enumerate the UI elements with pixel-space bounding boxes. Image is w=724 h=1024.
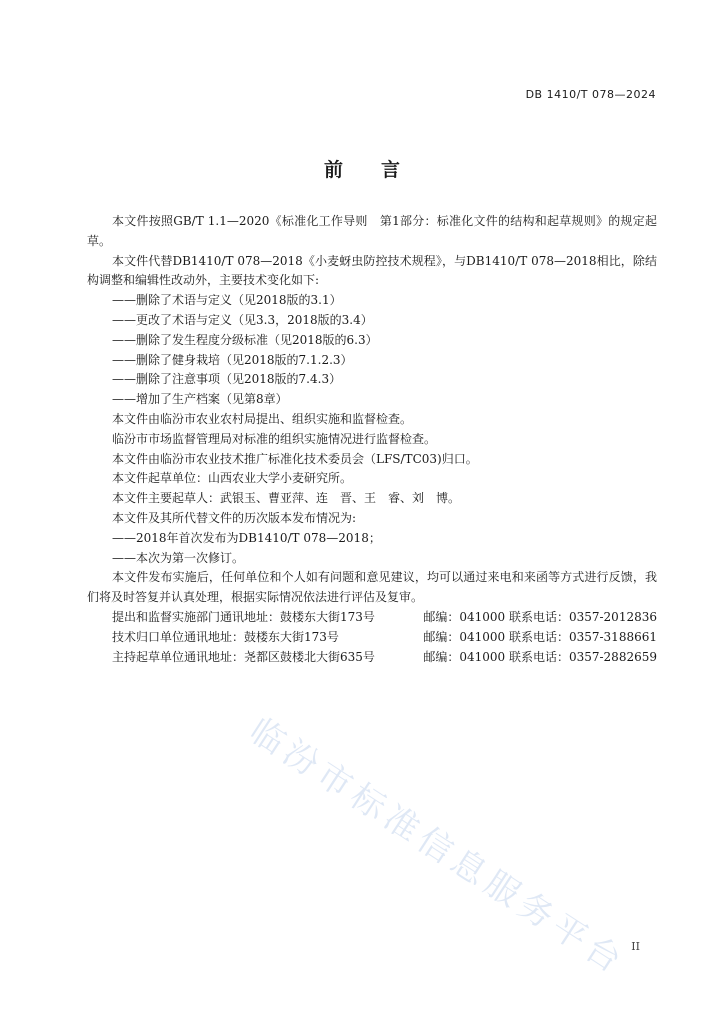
contact-row [87, 608, 657, 628]
change-item: ——更改了术语与定义（见3.3，2018版的3.4） [112, 312, 373, 327]
contact-postal-phone: 邮编：041000 联系电话：0357-3188661 [423, 629, 657, 644]
change-item: ——增加了生产档案（见第8章） [112, 392, 288, 407]
paragraph-replacement: 本文件代替DB1410/T 078—2018《小麦蚜虫防控技术规程》，与DB1410/T 078—2018相比，除结构调整和编辑性改动外，主要技术变化如下: [87, 253, 657, 288]
contact-address: 技术归口单位通讯地址：鼓楼东大街173号 [112, 629, 339, 644]
contact-row [87, 628, 657, 648]
page-title: 前言 [323, 159, 438, 181]
paragraph-supervision: 临汾市市场监督管理局对标准的组织实施情况进行监督检查。 [112, 431, 437, 446]
document-code: DB 1410/T 078—2024 [525, 88, 656, 101]
paragraph-drafters: 本文件主要起草人：武银玉、曹亚萍、连 晋、王 睿、刘 博。 [112, 491, 461, 506]
change-item: ——删除了注意事项（见2018版的7.4.3） [112, 372, 342, 387]
paragraph-feedback: 本文件发布实施后，任何单位和个人如有问题和意见建议，均可以通过来电和来函等方式进行反馈，我们将及时答复并认真处理，根据实际情况依法进行评估及复审。 [87, 570, 657, 605]
paragraph-history-intro: 本文件及其所代替文件的历次版本发布情况为: [112, 510, 357, 525]
foreword-body [87, 212, 657, 667]
paragraph-proposer: 本文件由临汾市农业农村局提出、组织实施和监督检查。 [112, 411, 413, 426]
contact-postal-phone: 邮编：041000 联系电话：0357-2882659 [423, 649, 657, 664]
contact-address: 提出和监督实施部门通讯地址：鼓楼东大街173号 [112, 609, 375, 624]
watermark: 临汾市标准信息服务平台 [242, 710, 634, 984]
paragraph-drafting-unit: 本文件起草单位：山西农业大学小麦研究所。 [112, 471, 353, 486]
contact-postal-phone: 邮编：041000 联系电话：0357-2012836 [423, 609, 657, 624]
history-item: ——本次为第一次修订。 [112, 550, 245, 565]
page-number: II [631, 940, 640, 953]
change-item: ——删除了术语与定义（见2018版的3.1） [112, 293, 342, 308]
contact-address: 主持起草单位通讯地址：尧都区鼓楼北大街635号 [112, 649, 375, 664]
change-item: ——删除了发生程度分级标准（见2018版的6.3） [112, 332, 378, 347]
paragraph-committee: 本文件由临汾市农业技术推广标准化技术委员会（LFS/TC03)归口。 [112, 451, 478, 466]
history-item: ——2018年首次发布为DB1410/T 078—2018； [112, 530, 381, 545]
change-item: ——删除了健身栽培（见2018版的7.1.2.3） [112, 352, 353, 367]
contact-row [87, 648, 657, 668]
paragraph-drafting-rules: 本文件按照GB/T 1.1—2020《标准化工作导则 第1部分：标准化文件的结构和起草规则》的规定起草。 [87, 214, 657, 248]
